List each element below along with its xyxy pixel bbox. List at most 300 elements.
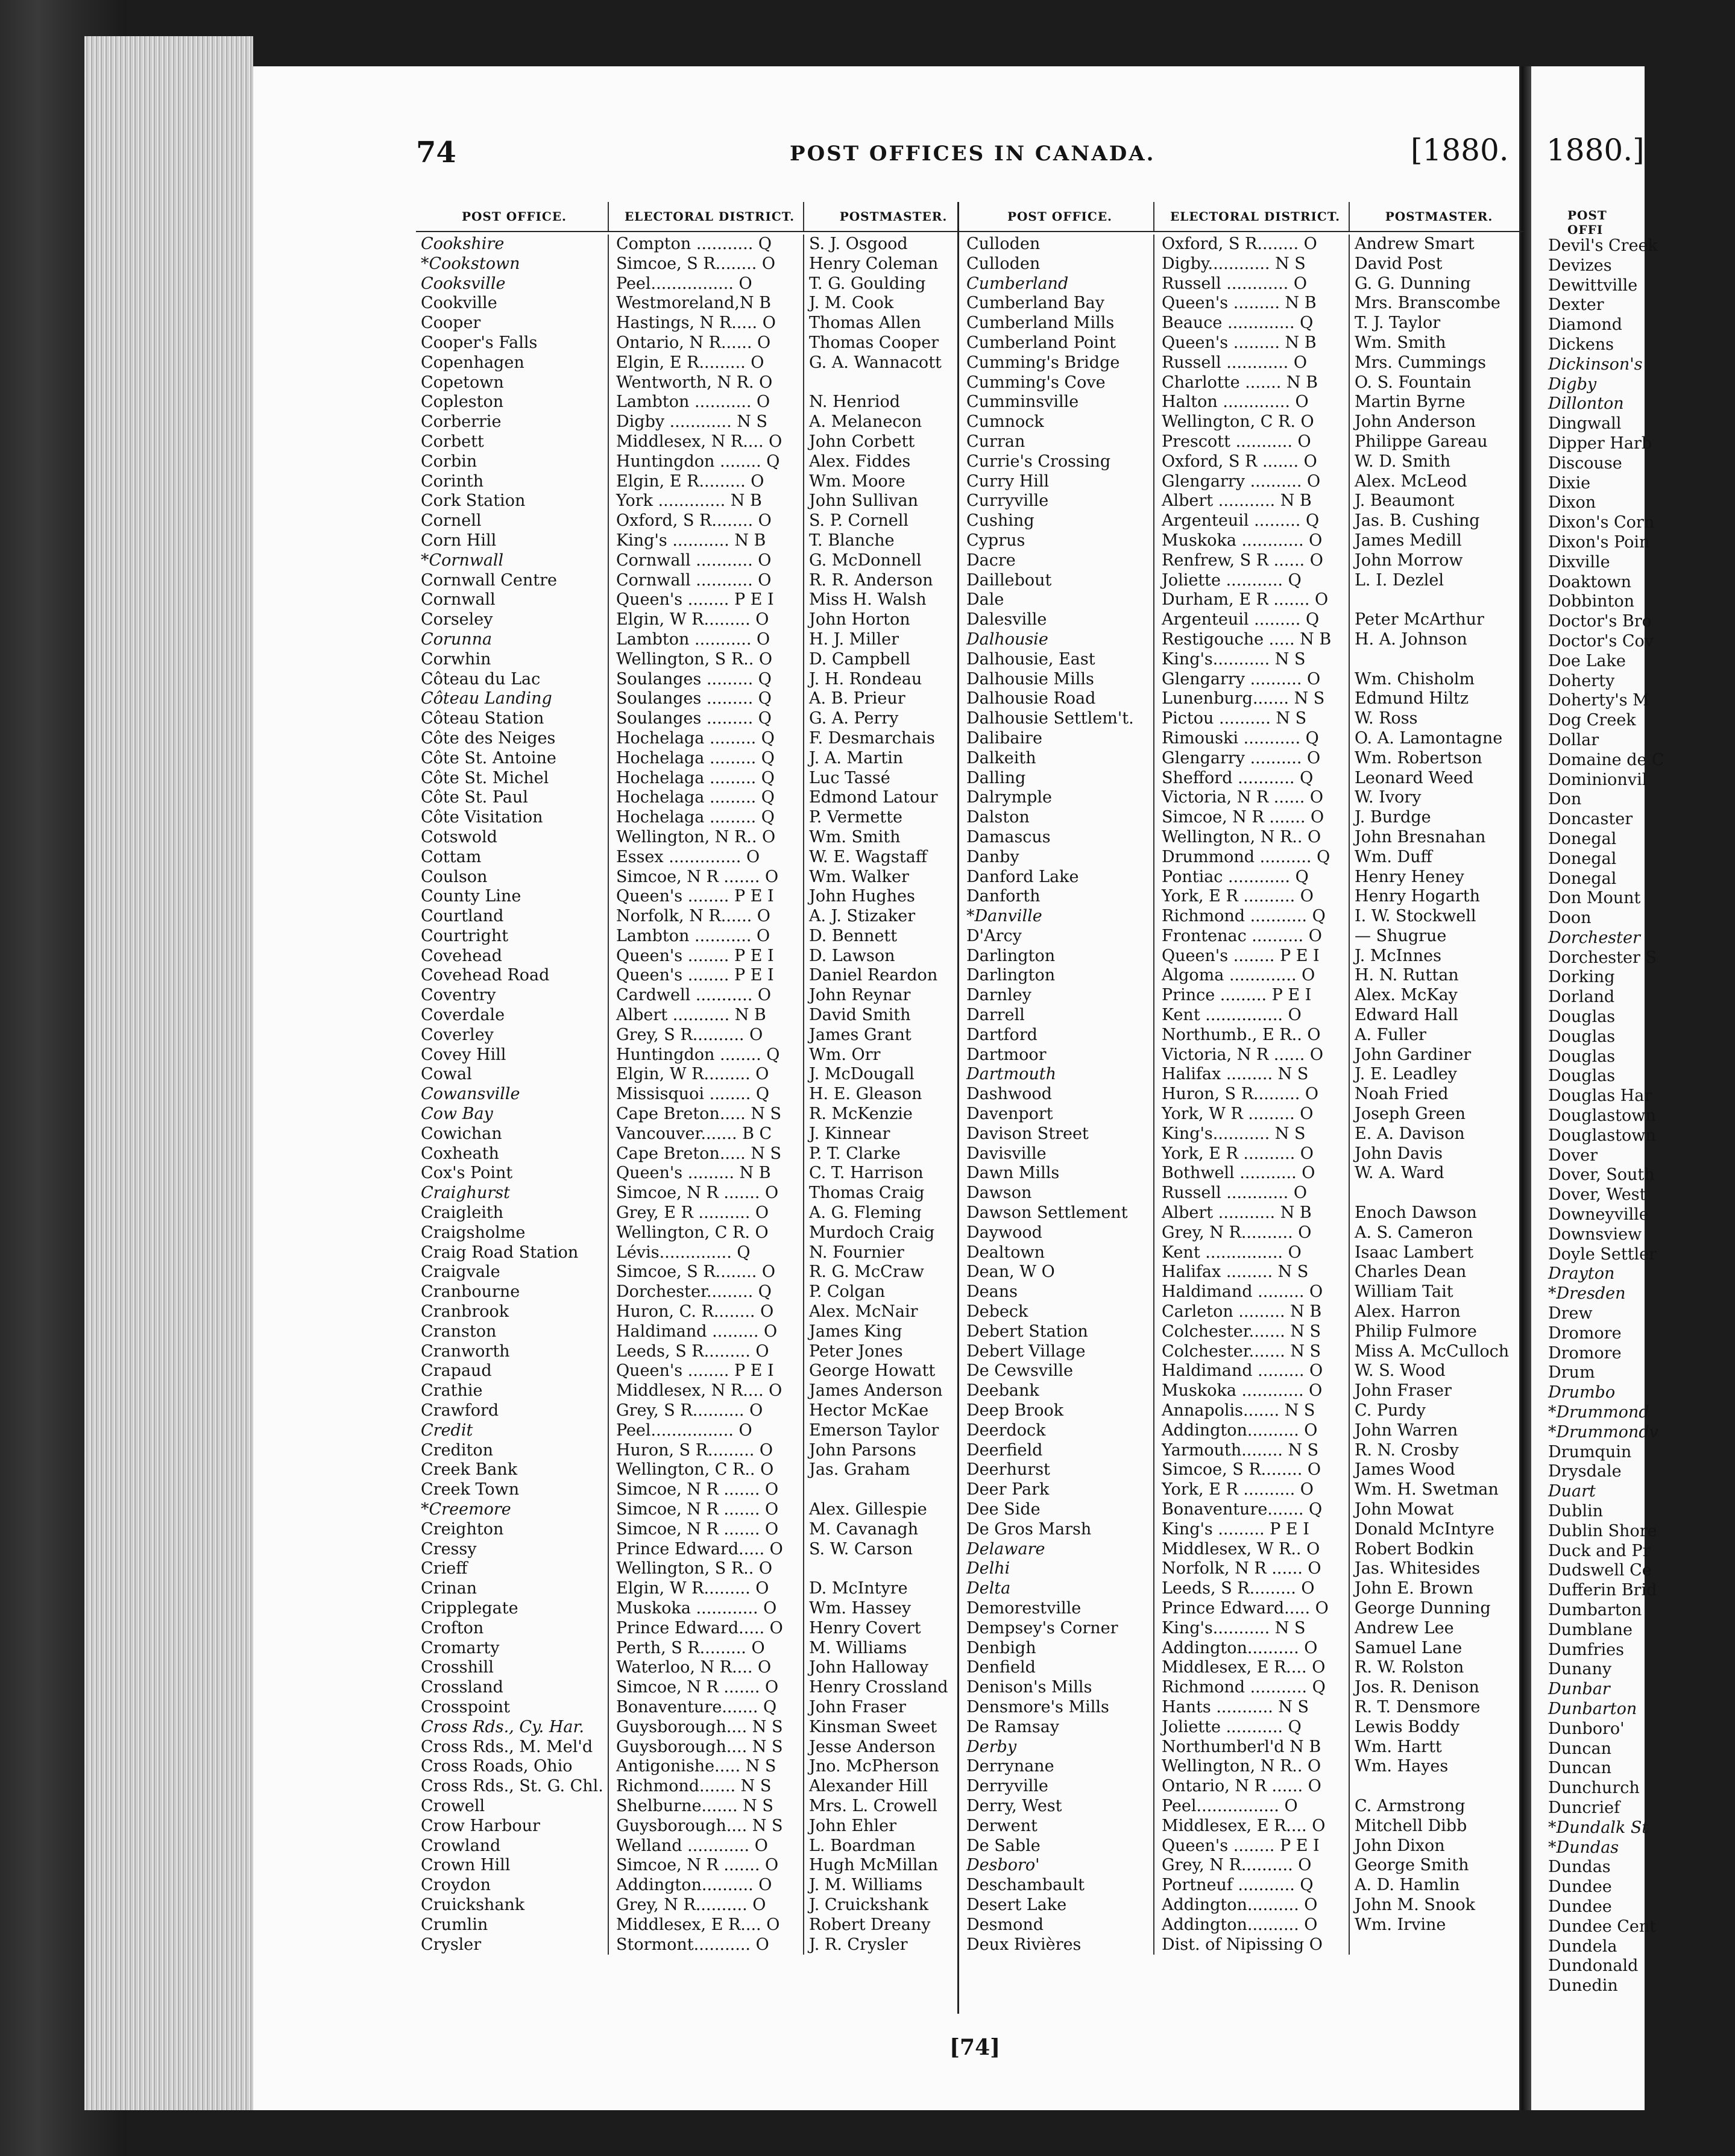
table-row <box>962 1757 1523 1777</box>
table-row <box>962 531 1523 551</box>
post-office-name: Croydon <box>421 1876 491 1895</box>
post-office-name: Cow Bay <box>421 1105 493 1124</box>
table-row <box>962 1520 1523 1540</box>
table-row <box>416 1184 978 1203</box>
post-office-name: Duncrief <box>1548 1798 1620 1817</box>
post-office-name: Corunna <box>421 629 493 649</box>
post-office-name: De Sable <box>966 1836 1041 1855</box>
postmaster-name: H. N. Ruttan <box>1349 966 1523 986</box>
table-row <box>962 848 1523 868</box>
post-office-name: Cowal <box>421 1065 472 1084</box>
post-office-name: Cumming's Bridge <box>966 353 1120 372</box>
table-row <box>1543 1502 1735 1522</box>
table-row <box>1543 810 1735 830</box>
electoral-district: Grey, N R.......... O <box>1153 1223 1349 1243</box>
table-row <box>962 511 1523 531</box>
post-office-name: Crumlin <box>421 1915 488 1934</box>
table-row <box>416 1836 978 1856</box>
table-row <box>962 1184 1523 1203</box>
electoral-district: Yarmouth........ N S <box>1153 1441 1349 1461</box>
table-row <box>1543 375 1735 395</box>
postmaster-name: J. M. Cook <box>803 294 978 314</box>
postmaster-name: A. B. Prieur <box>803 689 978 709</box>
post-office-name: Danford Lake <box>966 867 1079 886</box>
post-office-name: Dealtown <box>966 1243 1045 1262</box>
table-row <box>962 630 1523 650</box>
post-office-name: Dixon's Corn <box>1548 513 1655 532</box>
postmaster-name: Mrs. Branscombe <box>1349 294 1523 314</box>
post-office-name: Coxheath <box>421 1144 499 1163</box>
table-row <box>416 1065 978 1085</box>
table-row <box>416 1006 978 1026</box>
table-row <box>962 392 1523 412</box>
table-row <box>1543 474 1735 494</box>
electoral-district: Cape Breton..... N S <box>608 1144 803 1164</box>
post-office-name: De Gros Marsh <box>966 1519 1092 1539</box>
post-office-name: Debert Village <box>966 1341 1086 1361</box>
electoral-district: Simcoe, N R ....... O <box>608 868 803 887</box>
post-office-name: Cowansville <box>421 1085 520 1104</box>
postmaster-name <box>1349 590 1523 610</box>
electoral-district: King's........... N S <box>1153 1619 1349 1639</box>
electoral-district: Bonaventure....... Q <box>608 1698 803 1718</box>
post-office-name: Delta <box>966 1579 1011 1598</box>
post-office-name: Davenport <box>966 1105 1053 1124</box>
table-row <box>1543 1956 1735 1976</box>
post-office-name: Dartmouth <box>966 1065 1056 1084</box>
electoral-district: Digby ............ N S <box>608 412 803 432</box>
post-office-name: Doherty's M <box>1548 691 1649 710</box>
table-row <box>962 868 1523 887</box>
table-row <box>962 491 1523 511</box>
postmaster-name: Philip Fulmore <box>1349 1322 1523 1342</box>
post-office-name: Cranbourne <box>421 1282 520 1302</box>
table-row <box>416 1441 978 1461</box>
electoral-district: Elgin, W R......... O <box>608 1579 803 1599</box>
postmaster-name: L. I. Dezlel <box>1349 571 1523 591</box>
post-office-name: Dundonald <box>1548 1956 1639 1976</box>
post-office-name: Doaktown <box>1548 572 1631 591</box>
post-office-name: Downeyville <box>1548 1205 1649 1225</box>
table-row <box>962 1896 1523 1915</box>
post-office-name: Derry, West <box>966 1796 1062 1815</box>
electoral-district: Grey, N R.......... O <box>1153 1856 1349 1876</box>
electoral-district: Wellington, S R.. O <box>608 650 803 670</box>
postmaster-name: F. Desmarchais <box>803 729 978 749</box>
post-office-name: Dundas <box>1548 1858 1611 1877</box>
table-row <box>962 1658 1523 1678</box>
table-row <box>962 353 1523 373</box>
postmaster-name: R. T. Densmore <box>1349 1698 1523 1718</box>
post-office-name: Denbigh <box>966 1638 1036 1657</box>
table-row <box>1543 355 1735 375</box>
post-office-name: Crowell <box>421 1796 485 1815</box>
table-row <box>416 1105 978 1124</box>
table-row <box>416 1361 978 1381</box>
table-row <box>416 1144 978 1164</box>
post-office-name: Danby <box>966 847 1019 866</box>
electoral-district: Leeds, S R......... O <box>608 1342 803 1362</box>
table-row <box>416 531 978 551</box>
column-header-post-office: POST OFFICE. <box>1007 209 1113 224</box>
post-office-name: Cooksville <box>421 274 506 293</box>
table-row <box>962 1856 1523 1876</box>
postmaster-name: Wm. Duff <box>1349 848 1523 868</box>
table-row <box>416 1302 978 1322</box>
table-row <box>1543 1205 1735 1225</box>
table-row <box>416 1421 978 1441</box>
postmaster-name: J. E. Leadley <box>1349 1065 1523 1085</box>
post-office-name: Cowichan <box>421 1124 502 1143</box>
table-row <box>1543 276 1735 296</box>
postmaster-name: Miss H. Walsh <box>803 590 978 610</box>
post-office-name: Dillonton <box>1548 394 1624 414</box>
post-office-name: Duck and Pr <box>1548 1541 1651 1560</box>
post-office-name: Dean, W O <box>966 1262 1055 1282</box>
post-office-name: Corwhin <box>421 649 491 669</box>
postmaster-name: J. Burdge <box>1349 808 1523 828</box>
electoral-district: Simcoe, N R ....... O <box>608 1856 803 1876</box>
table-row <box>1543 513 1735 533</box>
post-office-name: Crofton <box>421 1618 484 1637</box>
table-row <box>1543 1146 1735 1166</box>
table-row <box>962 1203 1523 1223</box>
electoral-district: Grey, S R.......... O <box>608 1026 803 1045</box>
post-office-name: Credit <box>421 1420 473 1440</box>
postmaster-name: Wm. Hassey <box>803 1599 978 1619</box>
post-office-name: Côte Visitation <box>421 808 543 827</box>
table-row <box>1543 1482 1735 1502</box>
post-office-name: Douglas <box>1548 1007 1616 1027</box>
electoral-district: Huron, S R......... O <box>608 1441 803 1461</box>
post-office-name: Currie's Crossing <box>966 452 1111 471</box>
electoral-district: Richmond....... N S <box>608 1777 803 1797</box>
postmaster-name: N. Fournier <box>803 1243 978 1263</box>
electoral-district: York, W R ......... O <box>1153 1105 1349 1124</box>
postmaster-name: Enoch Dawson <box>1349 1203 1523 1223</box>
postmaster-name: W. Ross <box>1349 709 1523 729</box>
table-row <box>962 1935 1523 1955</box>
electoral-district: Leeds, S R......... O <box>1153 1579 1349 1599</box>
postmaster-name: John Warren <box>1349 1421 1523 1441</box>
post-office-name: Crathie <box>421 1381 483 1401</box>
post-office-name: Crieff <box>421 1559 468 1578</box>
post-office-name: Davisville <box>966 1144 1047 1163</box>
table-row <box>962 590 1523 610</box>
post-office-name: Dewittville <box>1548 276 1638 295</box>
table-row <box>962 729 1523 749</box>
post-office-name: Doncaster <box>1548 810 1633 829</box>
postmaster-name <box>803 1559 978 1579</box>
table-row <box>1543 1185 1735 1205</box>
electoral-district: Queen's ........ P E I <box>608 590 803 610</box>
postmaster-name: D. McIntyre <box>803 1579 978 1599</box>
postmaster-name: I. W. Stockwell <box>1349 907 1523 927</box>
post-office-name: Donegal <box>1548 849 1617 868</box>
post-office-name: Cranston <box>421 1322 497 1341</box>
postmaster-name: O. S. Fountain <box>1349 373 1523 393</box>
post-office-name: Craigleith <box>421 1203 504 1223</box>
post-office-name: Devil's Creek <box>1548 236 1658 255</box>
post-office-name: Dundee Cent <box>1548 1917 1657 1936</box>
electoral-district: Durham, E R ....... O <box>1153 590 1349 610</box>
postmaster-name: Wm. Moore <box>803 472 978 492</box>
post-office-name: Debeck <box>966 1302 1028 1322</box>
table-row <box>416 709 978 729</box>
table-row <box>1543 948 1735 968</box>
postmaster-name: George Howatt <box>803 1361 978 1381</box>
postmaster-name: Jas. Whitesides <box>1349 1559 1523 1579</box>
post-office-name: Corbin <box>421 452 477 471</box>
right-rows <box>962 235 1523 1955</box>
electoral-district: Bothwell ........... O <box>1153 1164 1349 1184</box>
table-row <box>962 1559 1523 1579</box>
electoral-district: Cornwall ........... O <box>608 551 803 571</box>
postmaster-name: John Horton <box>803 610 978 630</box>
column-header-postmaster: POSTMASTER. <box>803 202 978 231</box>
post-office-name: Daywood <box>966 1223 1042 1242</box>
table-row <box>1543 1165 1735 1185</box>
electoral-district: Restigouche ..... N B <box>1153 630 1349 650</box>
postmaster-name: Edward Hall <box>1349 1006 1523 1026</box>
electoral-district: Halifax ......... N S <box>1153 1262 1349 1282</box>
electoral-district: Grey, N R.......... O <box>608 1896 803 1915</box>
electoral-district: Glengarry .......... O <box>1153 749 1349 769</box>
post-office-name: Deerdock <box>966 1420 1046 1440</box>
electoral-district: Kent ............... O <box>1153 1006 1349 1026</box>
table-row <box>1543 1462 1735 1482</box>
post-office-name: Dalhousie Mills <box>966 669 1094 689</box>
post-office-name: Craighurst <box>421 1184 510 1203</box>
post-office-name: Dog Creek <box>1548 711 1636 730</box>
post-office-name: Derby <box>966 1737 1017 1756</box>
table-row <box>1543 1601 1735 1621</box>
postmaster-name: R. R. Anderson <box>803 571 978 591</box>
table-row <box>416 769 978 789</box>
table-row <box>416 1203 978 1223</box>
table-row <box>962 828 1523 848</box>
electoral-district: Hants ........... N S <box>1153 1698 1349 1718</box>
post-office-name: Dundee <box>1548 1877 1612 1897</box>
table-row <box>416 294 978 314</box>
post-office-name: Cross Rds., Cy. Har. <box>421 1717 584 1736</box>
table-row <box>962 373 1523 393</box>
post-office-name: Derryville <box>966 1777 1048 1796</box>
postmaster-name: R. G. McCraw <box>803 1262 978 1282</box>
postmaster-name: Mrs. Cummings <box>1349 353 1523 373</box>
post-office-name: Côte St. Michel <box>421 768 549 787</box>
column-header-electoral-district: ELECTORAL DISTRICT. <box>608 202 803 231</box>
post-office-name: Dunedin <box>1548 1976 1618 1996</box>
electoral-district: Colchester....... N S <box>1153 1342 1349 1362</box>
electoral-district: Carleton ......... N B <box>1153 1302 1349 1322</box>
table-row <box>416 551 978 571</box>
electoral-district: Hochelaga ......... Q <box>608 769 803 789</box>
table-row <box>1543 1522 1735 1542</box>
electoral-district: Queen's ........ P E I <box>608 966 803 986</box>
electoral-district: King's ........... N B <box>608 531 803 551</box>
table-row <box>416 907 978 927</box>
postmaster-name: G. G. Dunning <box>1349 274 1523 294</box>
postmaster-name: John Anderson <box>1349 412 1523 432</box>
postmaster-name: Alexander Hill <box>803 1777 978 1797</box>
electoral-district: Wellington, S R.. O <box>608 1559 803 1579</box>
table-row <box>416 235 978 254</box>
table-row <box>962 1085 1523 1105</box>
post-office-name: Covehead Road <box>421 966 550 985</box>
electoral-district: Queen's ........ P E I <box>608 1361 803 1381</box>
table-row <box>1543 434 1735 454</box>
table-row <box>1543 672 1735 692</box>
post-office-name: Covey Hill <box>421 1045 506 1064</box>
electoral-district: Prince Edward..... O <box>608 1540 803 1560</box>
table-row <box>416 1579 978 1599</box>
post-office-name: Donegal <box>1548 829 1617 848</box>
postmaster-name: John Ehler <box>803 1817 978 1836</box>
table-row <box>416 1935 978 1955</box>
page-edges <box>84 36 253 2110</box>
postmaster-name: Wm. Smith <box>1349 333 1523 353</box>
electoral-district: Victoria, N R ...... O <box>1153 788 1349 808</box>
electoral-district: Cornwall ........... O <box>608 571 803 591</box>
postmaster-name: N. Henriod <box>803 392 978 412</box>
electoral-district: Oxford, S R ....... O <box>1153 452 1349 472</box>
post-office-name: Donegal <box>1548 869 1617 888</box>
postmaster-name: Kinsman Sweet <box>803 1718 978 1738</box>
electoral-district: Dorchester......... Q <box>608 1282 803 1302</box>
electoral-district: Grey, S R.......... O <box>608 1401 803 1421</box>
table-row <box>416 986 978 1006</box>
postmaster-name: Jno. McPherson <box>803 1757 978 1777</box>
table-row <box>962 808 1523 828</box>
table-row <box>416 353 978 373</box>
table-row <box>962 1797 1523 1817</box>
table-row <box>1543 1047 1735 1067</box>
post-office-name: Dalrymple <box>966 788 1053 807</box>
post-office-name: *Creemore <box>421 1500 511 1519</box>
table-row <box>416 1896 978 1915</box>
post-office-name: Côteau Station <box>421 709 544 728</box>
electoral-district: Waterloo, N R.... O <box>608 1658 803 1678</box>
electoral-district: Halton ............. O <box>1153 392 1349 412</box>
left-column-headers <box>416 202 978 232</box>
post-office-name: Douglas <box>1548 1027 1616 1046</box>
electoral-district: Glengarry .......... O <box>1153 670 1349 690</box>
electoral-district: Antigonishe..... N S <box>608 1757 803 1777</box>
postmaster-name: John Mowat <box>1349 1500 1523 1520</box>
post-office-name: *Dundas <box>1548 1838 1619 1857</box>
table-row <box>416 650 978 670</box>
table-row <box>962 907 1523 927</box>
postmaster-name: John Fraser <box>803 1698 978 1718</box>
table-row <box>1543 1383 1735 1403</box>
electoral-district: Lunenburg....... N S <box>1153 689 1349 709</box>
table-row <box>416 1797 978 1817</box>
electoral-district: Richmond ........... Q <box>1153 907 1349 927</box>
table-row <box>962 709 1523 729</box>
postmaster-name: James Grant <box>803 1026 978 1045</box>
table-row <box>1543 1324 1735 1344</box>
electoral-district: Charlotte ....... N B <box>1153 373 1349 393</box>
postmaster-name: P. T. Clarke <box>803 1144 978 1164</box>
post-office-name: Cotswold <box>421 827 497 846</box>
postmaster-name: D. Bennett <box>803 927 978 947</box>
post-office-name: Dundee <box>1548 1897 1612 1916</box>
post-office-name: Creek Bank <box>421 1460 518 1480</box>
postmaster-name: Hector McKae <box>803 1401 978 1421</box>
table-row <box>1543 1245 1735 1265</box>
post-office-name: Coventry <box>421 986 496 1005</box>
postmaster-name <box>803 1480 978 1500</box>
postmaster-name: Jesse Anderson <box>803 1738 978 1757</box>
electoral-district: Huron, S R......... O <box>1153 1085 1349 1105</box>
table-row <box>416 1401 978 1421</box>
postmaster-name: — Shugrue <box>1349 927 1523 947</box>
post-office-name: Drysdale <box>1548 1462 1622 1481</box>
post-office-name: Coverley <box>421 1025 494 1044</box>
post-office-name: De Ramsay <box>966 1717 1060 1736</box>
post-office-name: *Dresden <box>1548 1284 1626 1303</box>
postmaster-name: Edmond Latour <box>803 788 978 808</box>
postmaster-name <box>1349 1935 1523 1955</box>
electoral-district: Huntingdon ........ Q <box>608 1045 803 1065</box>
post-office-name: Desboro' <box>966 1856 1040 1875</box>
table-row <box>962 412 1523 432</box>
post-office-name: Curry Hill <box>966 471 1050 491</box>
table-row <box>416 689 978 709</box>
postmaster-name: Henry Heney <box>1349 868 1523 887</box>
table-row <box>962 610 1523 630</box>
post-office-name: Corn Hill <box>421 531 497 550</box>
postmaster-name: Isaac Lambert <box>1349 1243 1523 1263</box>
post-office-name: D'Arcy <box>966 926 1022 945</box>
table-row <box>962 1342 1523 1362</box>
electoral-district: Muskoka ............ O <box>1153 531 1349 551</box>
postmaster-name: S. W. Carson <box>803 1540 978 1560</box>
table-row <box>416 630 978 650</box>
postmaster-name: Wm. Hartt <box>1349 1738 1523 1757</box>
post-office-name: Deebank <box>966 1381 1039 1401</box>
table-row <box>1543 1443 1735 1463</box>
post-office-name: Douglas Har <box>1548 1086 1652 1106</box>
post-office-name: Dalhousie, East <box>966 649 1095 669</box>
postmaster-name: Jas. Graham <box>803 1460 978 1480</box>
table-row <box>416 491 978 511</box>
post-office-name: Côteau du Lac <box>421 669 541 689</box>
electoral-district: Oxford, S R........ O <box>608 511 803 531</box>
postmaster-name: Wm. H. Swetman <box>1349 1480 1523 1500</box>
electoral-district: Norfolk, N R...... O <box>608 907 803 927</box>
electoral-district: Cape Breton..... N S <box>608 1105 803 1124</box>
table-row <box>962 749 1523 769</box>
table-row <box>1543 1561 1735 1581</box>
postmaster-name: J. R. Crysler <box>803 1935 978 1955</box>
post-office-name: Domaine de C <box>1548 750 1664 769</box>
table-row <box>416 1738 978 1757</box>
post-office-name: Dickinson's <box>1548 355 1643 374</box>
table-row <box>416 1026 978 1045</box>
post-office-name: Cornell <box>421 511 482 531</box>
table-row <box>1543 295 1735 315</box>
post-office-name: Delhi <box>966 1559 1010 1578</box>
post-office-name: Cumberland <box>966 274 1069 293</box>
postmaster-name: Henry Hogarth <box>1349 887 1523 907</box>
table-row <box>1543 771 1735 790</box>
post-office-name: Dover, South <box>1548 1165 1655 1185</box>
table-row <box>1543 1660 1735 1680</box>
postmaster-name: Henry Covert <box>803 1619 978 1639</box>
postmaster-name: Wm. Orr <box>803 1045 978 1065</box>
